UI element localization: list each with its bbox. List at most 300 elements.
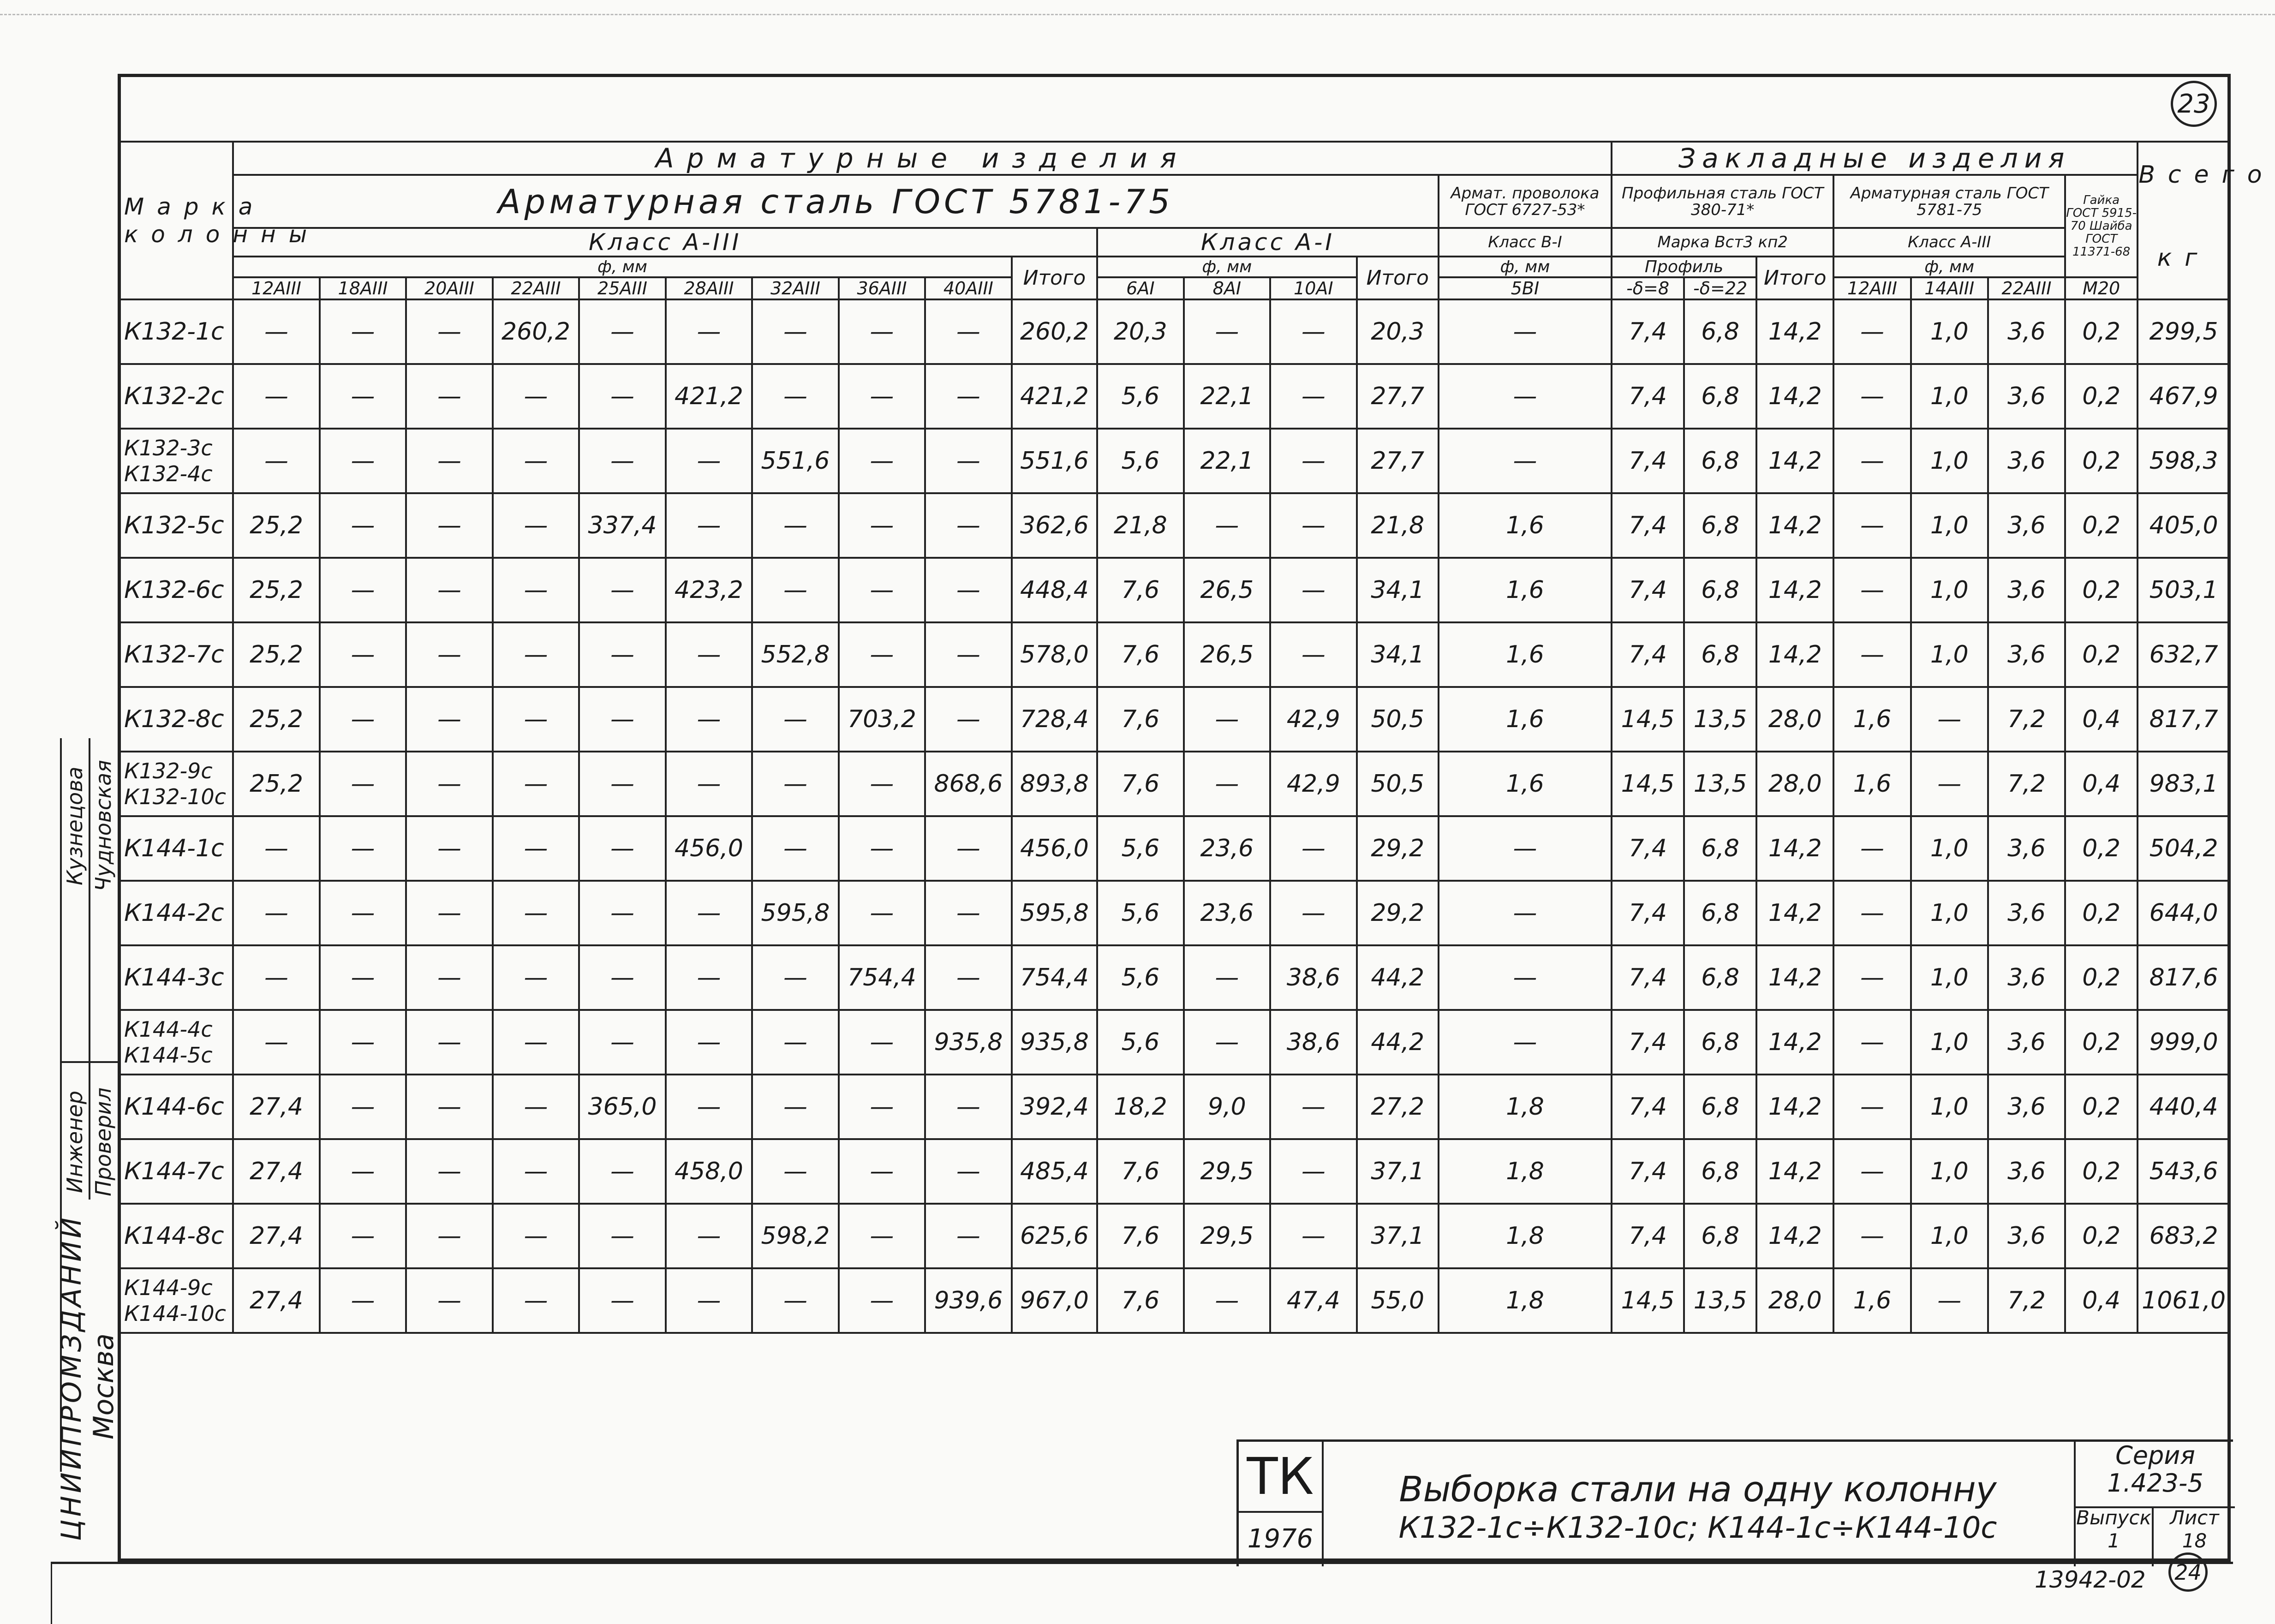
cell-nut: 0,4 <box>2065 1268 2138 1333</box>
left-rule <box>51 1564 52 1624</box>
cell-emb: 1,0 <box>1911 1204 1988 1268</box>
cell-a1: 22,1 <box>1184 364 1270 429</box>
cell-emb: 1,6 <box>1833 752 1911 816</box>
stamp-role-2: Проверил <box>91 1087 116 1196</box>
cell-a3: — <box>406 1075 492 1139</box>
cell-profile: 13,5 <box>1684 687 1756 752</box>
cell-profile: 7,4 <box>1612 945 1684 1010</box>
stamp-name-2: Чудновская <box>91 760 116 892</box>
cell-a3: — <box>406 493 492 558</box>
cell-profile: 7,4 <box>1612 1139 1684 1204</box>
cell-a1-total: 27,7 <box>1357 429 1439 493</box>
col-head-a3: 18АIII <box>320 277 406 299</box>
cell-a1: 38,6 <box>1270 1010 1356 1075</box>
col-head-a3: 36АIII <box>839 277 925 299</box>
row-mark-line: К144-8с <box>124 1222 224 1250</box>
cell-a3: — <box>233 881 319 945</box>
cell-a3: — <box>233 364 319 429</box>
row-mark <box>119 1075 233 1139</box>
cell-a3: 260,2 <box>493 299 579 364</box>
cell-a3-total: 967,0 <box>1012 1268 1097 1333</box>
cell-a1: — <box>1270 558 1356 622</box>
cell-a3: — <box>579 1268 665 1333</box>
cell-emb: — <box>1833 1139 1911 1204</box>
cell-emb: 1,0 <box>1911 881 1988 945</box>
cell-a3: — <box>406 429 492 493</box>
header-itogo-prof: Итого <box>1756 257 1833 299</box>
cell-a3-total: 456,0 <box>1012 816 1097 881</box>
cell-a3: — <box>406 1139 492 1204</box>
cell-a1: — <box>1270 364 1356 429</box>
cell-b1: 1,8 <box>1439 1204 1612 1268</box>
cell-a3: — <box>752 1139 838 1204</box>
cell-a3: — <box>839 1010 925 1075</box>
cell-a3: — <box>839 1204 925 1268</box>
cell-a3: — <box>493 1010 579 1075</box>
cell-emb: 1,0 <box>1911 299 1988 364</box>
cell-a3: — <box>579 881 665 945</box>
cell-a1-total: 44,2 <box>1357 945 1439 1010</box>
cell-profile-total: 14,2 <box>1756 1139 1833 1204</box>
cell-b1: 1,8 <box>1439 1268 1612 1333</box>
cell-a1: 26,5 <box>1184 558 1270 622</box>
top-dashed-line <box>0 14 2275 15</box>
header-nut: Гайка ГОСТ 5915-70 Шайба ГОСТ 11371-68 <box>2065 175 2138 277</box>
stamp-role-1: Инженер <box>62 1091 87 1193</box>
tb-series <box>2076 1442 2235 1508</box>
cell-emb: 3,6 <box>1988 945 2065 1010</box>
cell-a3: 25,2 <box>233 752 319 816</box>
cell-a3: — <box>752 816 838 881</box>
cell-a1-total: 27,7 <box>1357 364 1439 429</box>
cell-a3: — <box>752 493 838 558</box>
header-total-label: Всего <box>2138 161 2275 189</box>
cell-a1-total: 34,1 <box>1357 558 1439 622</box>
row-mark-line: К132-9с <box>124 758 213 783</box>
cell-total: 632,7 <box>2138 622 2230 687</box>
col-head-emb: 12АIII <box>1833 277 1911 299</box>
cell-a3: — <box>320 752 406 816</box>
cell-a3: — <box>925 622 1011 687</box>
cell-profile: 7,4 <box>1612 881 1684 945</box>
cell-a3: 27,4 <box>233 1268 319 1333</box>
table-row <box>119 622 2230 687</box>
tb-series-label: Серия <box>2115 1441 2195 1470</box>
col-head-a3: 28АIII <box>666 277 752 299</box>
cell-a1-total: 29,2 <box>1357 881 1439 945</box>
cell-nut: 0,2 <box>2065 299 2138 364</box>
cell-a3: — <box>320 1075 406 1139</box>
cell-total: 1061,0 <box>2138 1268 2230 1333</box>
cell-a1-total: 44,2 <box>1357 1010 1439 1075</box>
cell-profile-total: 14,2 <box>1756 493 1833 558</box>
cell-b1: 1,6 <box>1439 687 1612 752</box>
col-head-profile: -δ=22 <box>1684 277 1756 299</box>
cell-a3: — <box>839 1139 925 1204</box>
cell-a1: 9,0 <box>1184 1075 1270 1139</box>
cell-nut: 0,4 <box>2065 752 2138 816</box>
cell-emb: — <box>1833 493 1911 558</box>
cell-a1: 7,6 <box>1097 1139 1183 1204</box>
cell-a1: — <box>1270 493 1356 558</box>
cell-a3: — <box>666 1268 752 1333</box>
cell-a1-total: 20,3 <box>1357 299 1439 364</box>
cell-emb: — <box>1833 816 1911 881</box>
tb-issue-value: 1 <box>2108 1529 2120 1552</box>
cell-a3: — <box>579 752 665 816</box>
cell-a1: 7,6 <box>1097 752 1183 816</box>
cell-b1: — <box>1439 1010 1612 1075</box>
cell-a3: — <box>752 558 838 622</box>
cell-a3: — <box>493 1075 579 1139</box>
cell-total: 299,5 <box>2138 299 2230 364</box>
cell-a3: — <box>320 558 406 622</box>
cell-profile: 7,4 <box>1612 622 1684 687</box>
cell-a3: — <box>925 429 1011 493</box>
cell-emb: 3,6 <box>1988 493 2065 558</box>
cell-total: 683,2 <box>2138 1204 2230 1268</box>
table-row <box>119 493 2230 558</box>
cell-a1: — <box>1270 1075 1356 1139</box>
row-mark <box>119 945 233 1010</box>
col-head-a3: 12АIII <box>233 277 319 299</box>
cell-a3: — <box>493 1204 579 1268</box>
cell-a3: — <box>493 558 579 622</box>
cell-a1: — <box>1184 1010 1270 1075</box>
row-mark-line: К144-6с <box>124 1093 224 1121</box>
row-mark <box>119 687 233 752</box>
cell-a1: — <box>1184 687 1270 752</box>
cell-a3: — <box>493 493 579 558</box>
cell-profile: 13,5 <box>1684 752 1756 816</box>
cell-a1-total: 34,1 <box>1357 622 1439 687</box>
cell-a3: 595,8 <box>752 881 838 945</box>
cell-a3: 551,6 <box>752 429 838 493</box>
cell-a3: — <box>233 299 319 364</box>
cell-a1-total: 50,5 <box>1357 752 1439 816</box>
cell-profile: 7,4 <box>1612 1010 1684 1075</box>
row-mark <box>119 881 233 945</box>
cell-profile: 14,5 <box>1612 752 1684 816</box>
row-mark-line: К144-7с <box>124 1158 224 1185</box>
cell-profile: 7,4 <box>1612 364 1684 429</box>
col-head-a3: 20АIII <box>406 277 492 299</box>
cell-a3: — <box>839 881 925 945</box>
cell-profile-total: 14,2 <box>1756 1010 1833 1075</box>
cell-a1: 7,6 <box>1097 687 1183 752</box>
cell-a1: 20,3 <box>1097 299 1183 364</box>
cell-a1: 29,5 <box>1184 1139 1270 1204</box>
cell-a3: — <box>579 1010 665 1075</box>
cell-a3: — <box>579 364 665 429</box>
cell-total: 440,4 <box>2138 1075 2230 1139</box>
cell-b1: — <box>1439 364 1612 429</box>
cell-b1: 1,8 <box>1439 1075 1612 1139</box>
cell-emb: 3,6 <box>1988 364 2065 429</box>
row-mark-line: К132-10с <box>124 784 226 809</box>
cell-a3: — <box>752 1268 838 1333</box>
cell-total: 817,7 <box>2138 687 2230 752</box>
cell-a3: — <box>925 558 1011 622</box>
cell-emb: 7,2 <box>1988 1268 2065 1333</box>
cell-a3: 25,2 <box>233 558 319 622</box>
cell-emb: 3,6 <box>1988 881 2065 945</box>
cell-a3: — <box>493 364 579 429</box>
cell-nut: 0,2 <box>2065 881 2138 945</box>
cell-a3: 365,0 <box>579 1075 665 1139</box>
cell-a3-total: 448,4 <box>1012 558 1097 622</box>
cell-a3: — <box>666 752 752 816</box>
cell-a3-total: 935,8 <box>1012 1010 1097 1075</box>
cell-nut: 0,2 <box>2065 816 2138 881</box>
cell-total: 504,2 <box>2138 816 2230 881</box>
cell-total: 598,3 <box>2138 429 2230 493</box>
row-mark-line: К144-5с <box>124 1043 213 1068</box>
cell-profile-total: 14,2 <box>1756 622 1833 687</box>
cell-profile-total: 14,2 <box>1756 881 1833 945</box>
cell-a3: 25,2 <box>233 622 319 687</box>
top-margin-row <box>118 74 2231 143</box>
cell-a3: — <box>320 1010 406 1075</box>
cell-a3: — <box>406 299 492 364</box>
cell-emb: — <box>1911 752 1988 816</box>
cell-a3: — <box>406 558 492 622</box>
cell-a3: — <box>839 493 925 558</box>
tb-year: 1976 <box>1239 1511 1324 1566</box>
table-row <box>119 687 2230 752</box>
cell-nut: 0,2 <box>2065 1204 2138 1268</box>
cell-emb: — <box>1833 881 1911 945</box>
header-armature-group: Арматурные изделия <box>233 142 1612 175</box>
cell-a1: — <box>1184 1268 1270 1333</box>
cell-a3: — <box>925 945 1011 1010</box>
col-head-a3: 40АIII <box>925 277 1011 299</box>
header-emb-armature: Арматурная сталь ГОСТ 5781-75 <box>1833 175 2065 228</box>
cell-a3: — <box>666 493 752 558</box>
header-phi-emb: ф, мм <box>1833 257 2065 277</box>
cell-a3: — <box>233 816 319 881</box>
cell-emb: — <box>1833 1204 1911 1268</box>
header-class-a3-emb: Класс А-III <box>1833 228 2065 257</box>
cell-emb: 1,0 <box>1911 1139 1988 1204</box>
cell-a3: — <box>320 1139 406 1204</box>
cell-a3: 25,2 <box>233 493 319 558</box>
cell-a3: — <box>233 945 319 1010</box>
header-total-unit: кг <box>2157 244 2210 272</box>
cell-nut: 0,4 <box>2065 687 2138 752</box>
cell-b1: — <box>1439 945 1612 1010</box>
cell-a1: — <box>1184 493 1270 558</box>
cell-b1: 1,6 <box>1439 493 1612 558</box>
cell-profile: 6,8 <box>1684 622 1756 687</box>
cell-profile: 6,8 <box>1684 364 1756 429</box>
cell-a1: 42,9 <box>1270 752 1356 816</box>
cell-a3: — <box>752 752 838 816</box>
row-mark-line: К132-6с <box>124 576 224 604</box>
row-mark <box>119 558 233 622</box>
cell-a3: — <box>925 493 1011 558</box>
cell-profile: 7,4 <box>1612 816 1684 881</box>
cell-emb: — <box>1833 299 1911 364</box>
cell-total: 405,0 <box>2138 493 2230 558</box>
cell-a3: — <box>839 558 925 622</box>
cell-profile-total: 28,0 <box>1756 752 1833 816</box>
cell-profile: 14,5 <box>1612 687 1684 752</box>
row-mark-line: К144-10с <box>124 1301 226 1326</box>
cell-a3: — <box>752 364 838 429</box>
cell-emb: — <box>1833 429 1911 493</box>
cell-nut: 0,2 <box>2065 1139 2138 1204</box>
cell-a1: 42,9 <box>1270 687 1356 752</box>
cell-a3: — <box>493 945 579 1010</box>
cell-a3: — <box>839 622 925 687</box>
cell-a3: — <box>579 558 665 622</box>
cell-emb: 1,0 <box>1911 622 1988 687</box>
cell-profile-total: 14,2 <box>1756 1204 1833 1268</box>
cell-nut: 0,2 <box>2065 622 2138 687</box>
table-row <box>119 752 2230 816</box>
cell-a1-total: 50,5 <box>1357 687 1439 752</box>
cell-a3: — <box>493 1268 579 1333</box>
row-mark-line: К132-4с <box>124 461 213 486</box>
cell-emb: 3,6 <box>1988 1010 2065 1075</box>
col-head-nut: М20 <box>2065 277 2138 299</box>
cell-profile: 7,4 <box>1612 1075 1684 1139</box>
row-mark-line: К144-9с <box>124 1275 213 1300</box>
cell-a3: — <box>666 299 752 364</box>
tb-issue-label: Выпуск <box>2076 1506 2151 1529</box>
cell-a3: — <box>320 881 406 945</box>
cell-profile-total: 14,2 <box>1756 558 1833 622</box>
cell-profile: 6,8 <box>1684 558 1756 622</box>
cell-a3-total: 392,4 <box>1012 1075 1097 1139</box>
cell-a3: — <box>839 752 925 816</box>
cell-a3: — <box>320 493 406 558</box>
cell-emb: 1,0 <box>1911 364 1988 429</box>
cell-b1: — <box>1439 429 1612 493</box>
cell-a1: 5,6 <box>1097 881 1183 945</box>
cell-a1: — <box>1270 881 1356 945</box>
cell-a3: — <box>320 364 406 429</box>
col-head-a1: 8АI <box>1184 277 1270 299</box>
cell-a3: 939,6 <box>925 1268 1011 1333</box>
org-name: ЦНИИПРОМЗДАНИЙ <box>55 1214 88 1541</box>
cell-emb: — <box>1833 1075 1911 1139</box>
col-head-a3: 25АIII <box>579 277 665 299</box>
table-row <box>119 299 2230 364</box>
header-profile: Профиль <box>1612 257 1756 277</box>
cell-profile: 7,4 <box>1612 1204 1684 1268</box>
row-mark-line: К132-3с <box>124 436 213 460</box>
cell-a3: — <box>839 1268 925 1333</box>
cell-a1: 7,6 <box>1097 1268 1183 1333</box>
cell-emb: 1,6 <box>1833 1268 1911 1333</box>
table-row <box>119 364 2230 429</box>
cell-a3: 458,0 <box>666 1139 752 1204</box>
cell-a3: — <box>493 816 579 881</box>
cell-profile: 13,5 <box>1684 1268 1756 1333</box>
cell-profile: 6,8 <box>1684 816 1756 881</box>
cell-emb: 1,6 <box>1833 687 1911 752</box>
cell-a3: — <box>839 816 925 881</box>
cell-a3: 27,4 <box>233 1075 319 1139</box>
cell-b1: 1,6 <box>1439 622 1612 687</box>
cell-b1: — <box>1439 816 1612 881</box>
cell-nut: 0,2 <box>2065 364 2138 429</box>
tb-series-value: 1.423-5 <box>2107 1469 2203 1498</box>
cell-emb: — <box>1911 1268 1988 1333</box>
cell-a1: 5,6 <box>1097 1010 1183 1075</box>
cell-a3: — <box>925 364 1011 429</box>
cell-emb: 1,0 <box>1911 1075 1988 1139</box>
col-head-emb: 14АIII <box>1911 277 1988 299</box>
cell-a3-total: 595,8 <box>1012 881 1097 945</box>
cell-a3: — <box>406 687 492 752</box>
cell-a3: — <box>839 299 925 364</box>
cell-a1: 23,6 <box>1184 816 1270 881</box>
cell-profile: 6,8 <box>1684 1010 1756 1075</box>
cell-a3-total: 362,6 <box>1012 493 1097 558</box>
header-class-b1: Класс В-I <box>1439 228 1612 257</box>
cell-emb: — <box>1833 622 1911 687</box>
cell-emb: 3,6 <box>1988 558 2065 622</box>
col-head-emb: 22АIII <box>1988 277 2065 299</box>
cell-a1: 22,1 <box>1184 429 1270 493</box>
cell-a3: — <box>925 1139 1011 1204</box>
cell-nut: 0,2 <box>2065 1010 2138 1075</box>
cell-emb: — <box>1833 364 1911 429</box>
cell-profile: 7,4 <box>1612 429 1684 493</box>
header-profile-steel: Профильная сталь ГОСТ 380-71* <box>1612 175 1833 228</box>
header-steel-gost: Арматурная сталь ГОСТ 5781-75 <box>233 175 1439 228</box>
header-itogo-a3: Итого <box>1012 257 1097 299</box>
cell-a1: — <box>1270 429 1356 493</box>
table-row <box>119 945 2230 1010</box>
cell-a3-total: 893,8 <box>1012 752 1097 816</box>
cell-a3: — <box>666 1075 752 1139</box>
row-mark-line: К132-1с <box>124 318 224 346</box>
cell-profile: 6,8 <box>1684 1075 1756 1139</box>
cell-a3-total: 421,2 <box>1012 364 1097 429</box>
cell-a1: — <box>1270 622 1356 687</box>
cell-a1: 5,6 <box>1097 364 1183 429</box>
header-grade-vst: Марка Вст3 кп2 <box>1612 228 1833 257</box>
cell-a3: — <box>925 816 1011 881</box>
cell-profile: 7,4 <box>1612 558 1684 622</box>
cell-profile-total: 14,2 <box>1756 299 1833 364</box>
cell-nut: 0,2 <box>2065 945 2138 1010</box>
cell-profile-total: 14,2 <box>1756 429 1833 493</box>
cell-a3-total: 728,4 <box>1012 687 1097 752</box>
cell-a3: 552,8 <box>752 622 838 687</box>
tb-title-line2: К132-1с÷К132-10с; К144-1с÷К144-10с <box>1398 1511 1997 1545</box>
cell-profile: 6,8 <box>1684 881 1756 945</box>
cell-profile: 7,4 <box>1612 493 1684 558</box>
cell-a3-total: 625,6 <box>1012 1204 1097 1268</box>
cell-a3: 423,2 <box>666 558 752 622</box>
cell-a3: — <box>406 1204 492 1268</box>
cell-profile: 6,8 <box>1684 299 1756 364</box>
cell-a1: 23,6 <box>1184 881 1270 945</box>
cell-a3: — <box>579 687 665 752</box>
cell-a3: 868,6 <box>925 752 1011 816</box>
cell-emb: — <box>1911 687 1988 752</box>
row-mark <box>119 1268 233 1333</box>
cell-emb: 1,0 <box>1911 816 1988 881</box>
page-number-top: 23 <box>2171 81 2217 127</box>
col-head-b1: 5ВI <box>1439 277 1612 299</box>
cell-emb: 3,6 <box>1988 299 2065 364</box>
